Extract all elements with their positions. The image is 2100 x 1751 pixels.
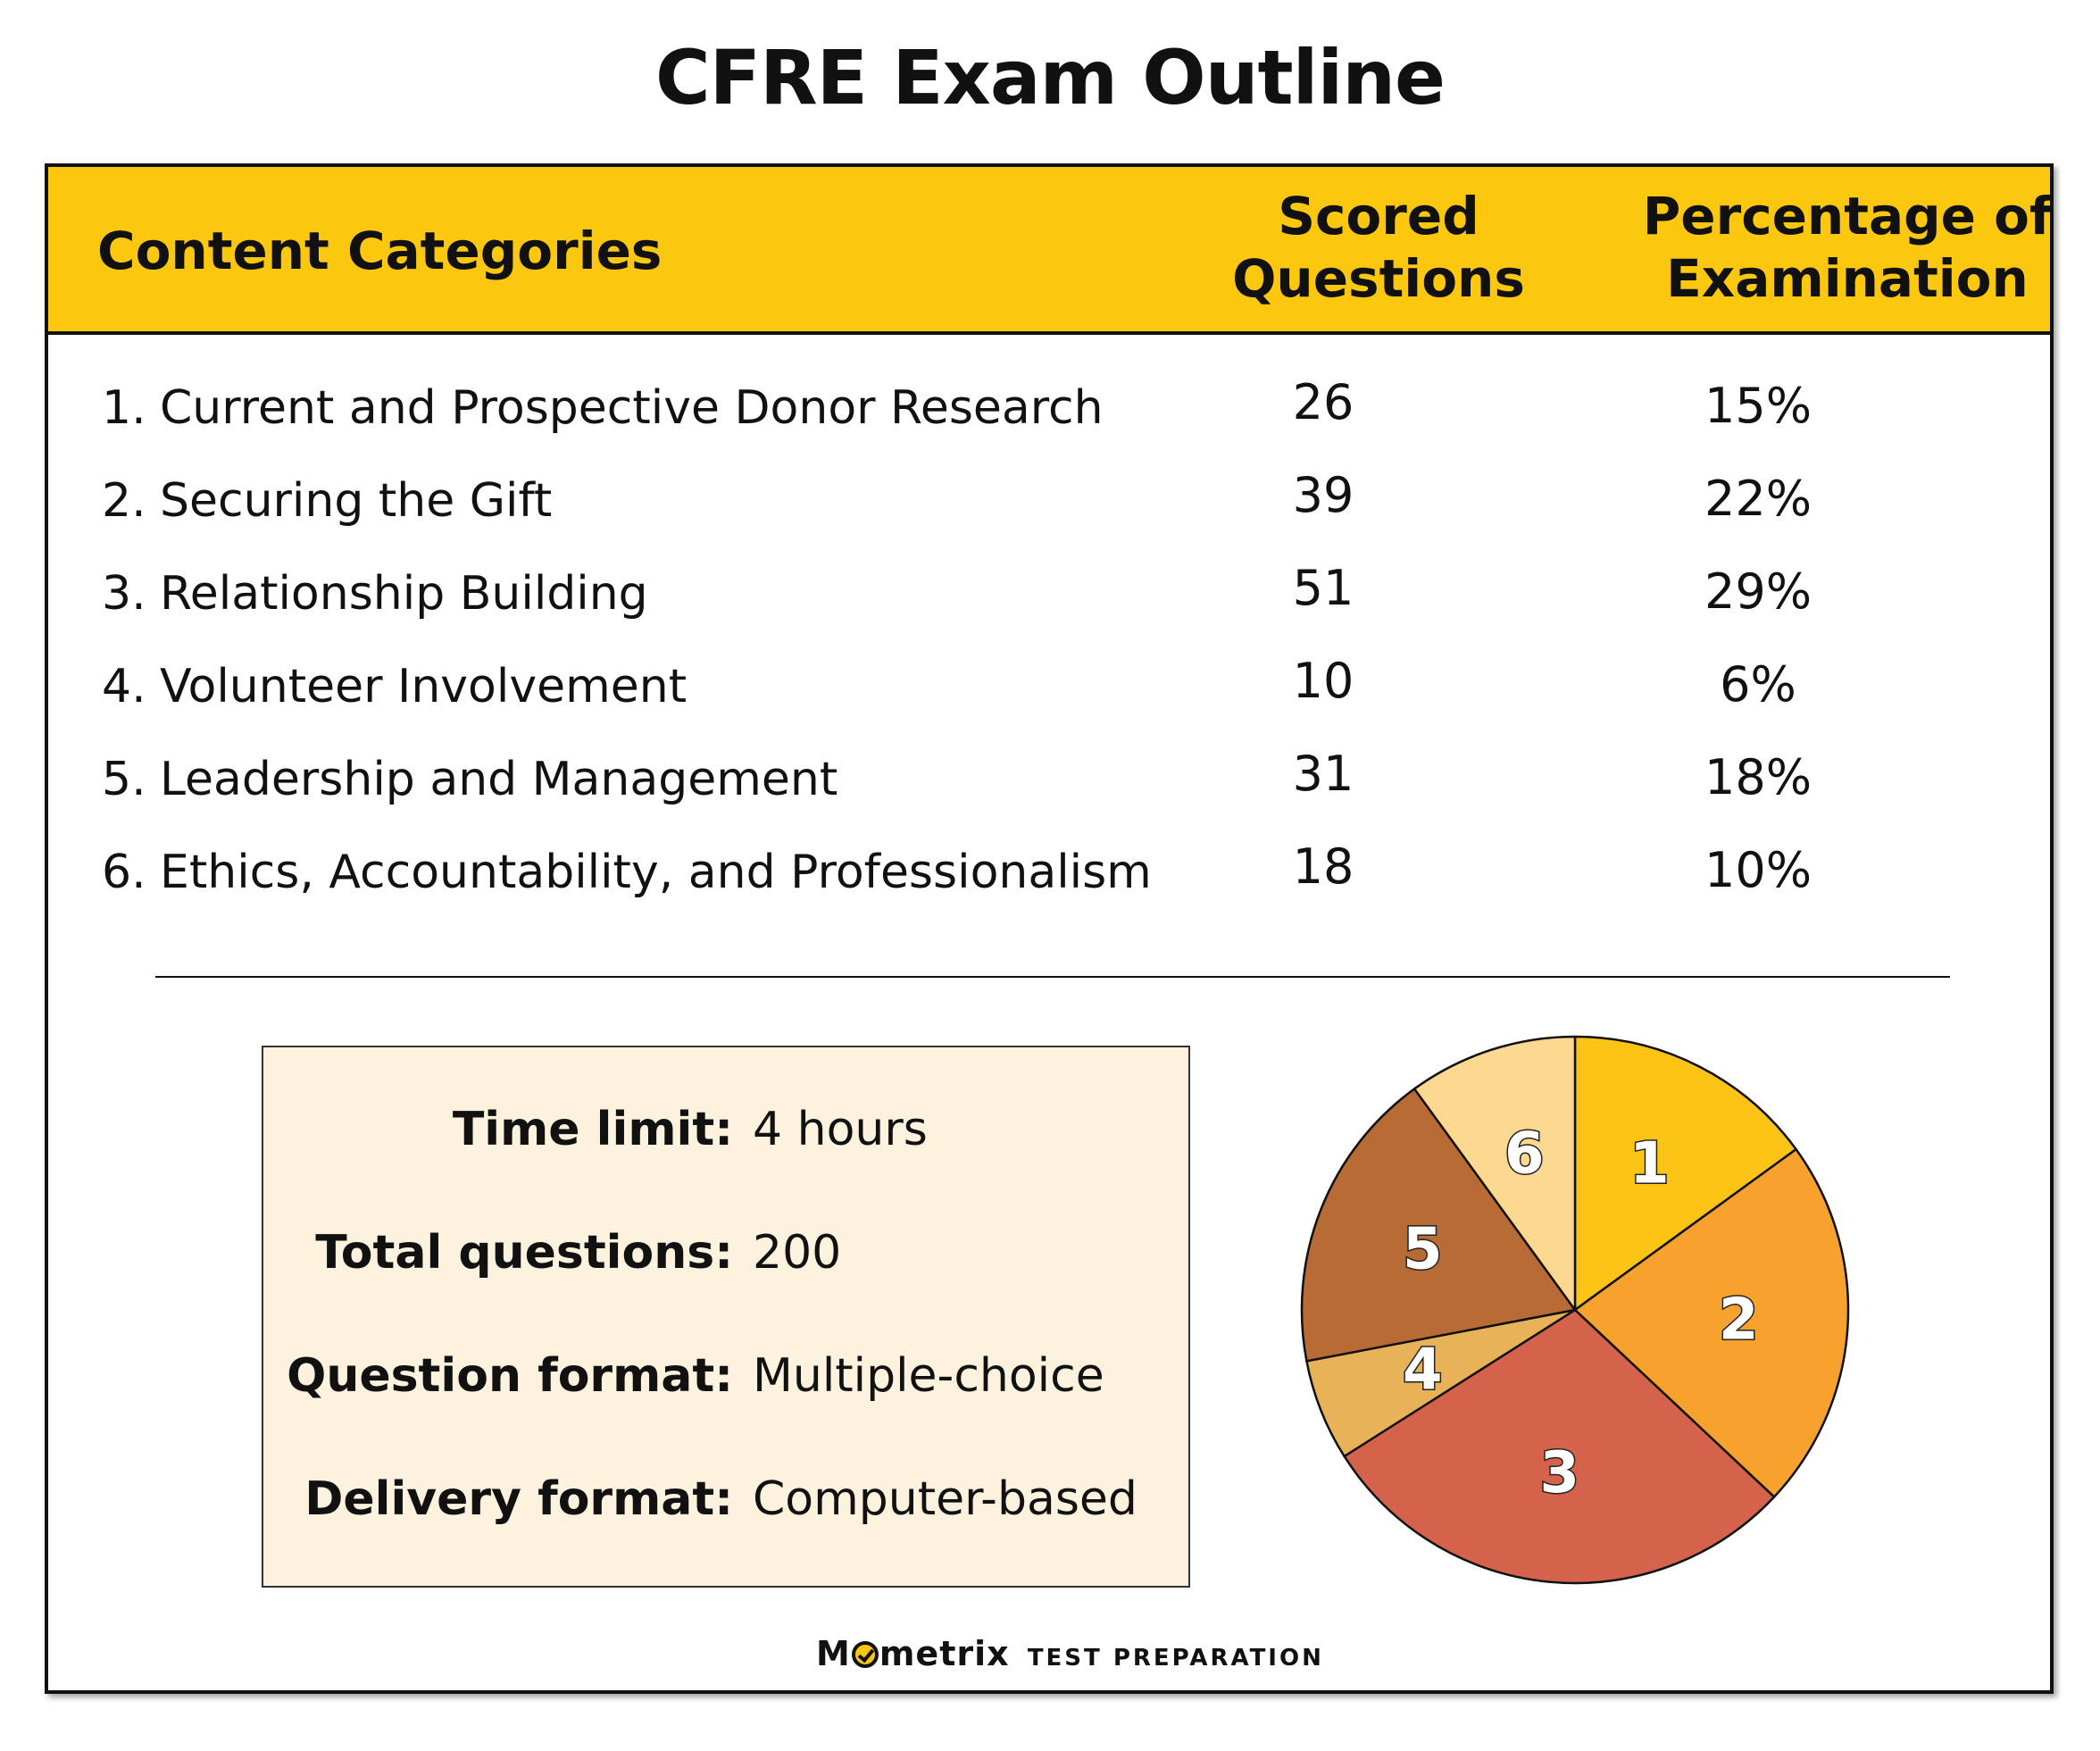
row-questions: 26 (1292, 374, 1354, 430)
header-percent-line2: Examination (1666, 248, 2029, 309)
table-row (48, 746, 2050, 846)
info-value: 200 (753, 1226, 842, 1280)
header-content-categories: Content Categories (97, 221, 662, 281)
pie-label-3: 3 (1539, 1439, 1579, 1506)
info-value: 4 hours (753, 1103, 928, 1156)
section-divider (155, 976, 1950, 978)
row-questions: 10 (1292, 653, 1354, 709)
row-percent: 18% (1704, 749, 1812, 805)
info-label: Time limit: (452, 1103, 733, 1156)
row-category: Relationship Building (160, 567, 648, 621)
row-questions: 39 (1292, 467, 1354, 523)
checkmark-icon (852, 1641, 879, 1668)
row-questions: 31 (1292, 746, 1354, 802)
brand-prefix: M (816, 1634, 851, 1673)
brand-suffix: metrix (879, 1634, 1010, 1673)
page-title: CFRE Exam Outline (654, 34, 1446, 121)
mometrix-logo (816, 1634, 1324, 1673)
row-questions: 51 (1292, 560, 1354, 616)
header-scored-questions (1155, 185, 1602, 310)
table-row (48, 374, 2050, 474)
info-label: Delivery format: (304, 1472, 733, 1526)
pie-label-2: 2 (1718, 1287, 1759, 1354)
row-percent: 6% (1720, 656, 1796, 713)
row-percent: 22% (1704, 471, 1812, 527)
info-row-delivery-format (263, 1472, 1188, 1544)
row-category: Current and Prospective Donor Research (160, 381, 1104, 435)
row-number: 4. (102, 660, 146, 713)
info-value: Computer-based (753, 1472, 1138, 1526)
pie-label-4: 4 (1403, 1337, 1443, 1404)
table-row (48, 560, 2050, 660)
row-number: 6. (102, 846, 146, 899)
row-percent: 10% (1704, 842, 1812, 898)
pie-label-5: 5 (1403, 1216, 1443, 1283)
table-row (48, 838, 2050, 938)
info-value: Multiple-choice (753, 1349, 1104, 1403)
pie-label-1: 1 (1629, 1130, 1670, 1197)
table-header (48, 167, 2053, 335)
table-row (48, 467, 2050, 567)
row-number: 1. (102, 381, 146, 435)
header-percentage (1584, 185, 2100, 310)
content-pie-chart (1289, 1024, 1861, 1596)
exam-info-box (262, 1046, 1190, 1588)
row-category: Leadership and Management (160, 753, 838, 806)
info-row-total-questions (263, 1226, 1188, 1297)
brand-tagline: TEST PREPARATION (1027, 1645, 1324, 1672)
pie-label-6: 6 (1504, 1121, 1545, 1188)
info-row-time-limit (263, 1103, 1188, 1174)
info-row-question-format (263, 1349, 1188, 1421)
table-row (48, 653, 2050, 753)
row-percent: 29% (1704, 563, 1812, 620)
row-number: 5. (102, 753, 146, 806)
row-number: 2. (102, 474, 146, 528)
brand-name (816, 1634, 1010, 1673)
info-label: Question format: (287, 1349, 733, 1403)
row-category: Ethics, Accountability, and Professionalism (160, 846, 1152, 899)
header-scored-line1: Scored (1278, 186, 1479, 246)
row-questions: 18 (1292, 838, 1354, 895)
row-number: 3. (102, 567, 146, 621)
outline-frame (45, 163, 2054, 1694)
header-percent-line1: Percentage of (1642, 186, 2053, 246)
header-scored-line2: Questions (1232, 248, 1525, 309)
row-category: Volunteer Involvement (160, 660, 688, 713)
info-label: Total questions: (315, 1226, 733, 1280)
row-percent: 15% (1704, 378, 1812, 434)
row-category: Securing the Gift (160, 474, 553, 528)
